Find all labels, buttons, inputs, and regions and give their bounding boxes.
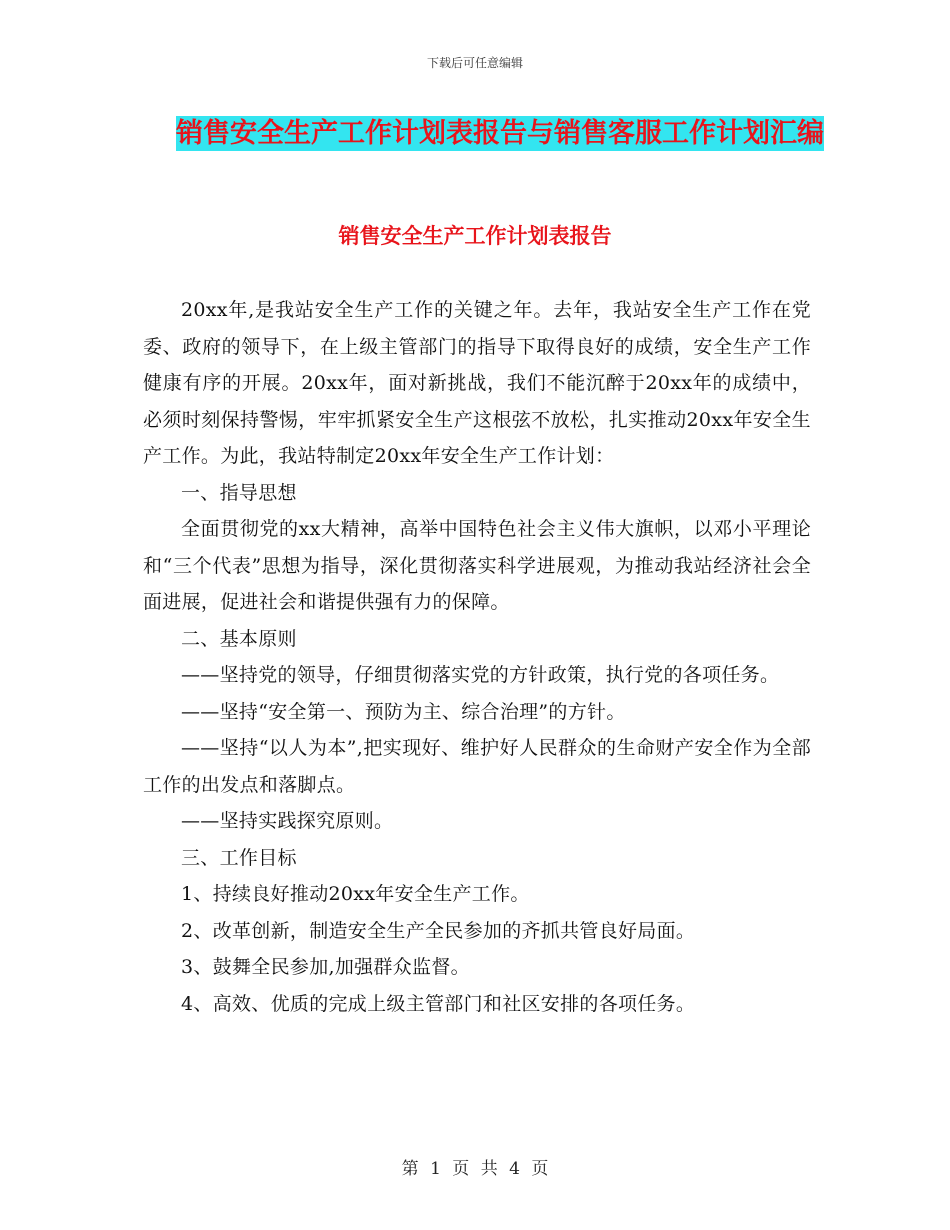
principle-item: ——坚持“安全第一、预防为主、综合治理”的方针。 (181, 700, 626, 723)
goal-item: 4、高效、优质的完成上级主管部门和社区安排的各项任务。 (181, 992, 696, 1015)
principle-item: ——坚持实践探究原则。 (181, 810, 394, 832)
heading-guiding-ideology: 一、指导思想 (181, 481, 297, 504)
heading-basic-principles: 二、基本原则 (181, 627, 297, 650)
goal-item: 2、改革创新，制造安全生产全民参加的齐抓共管良好局面。 (181, 919, 696, 942)
goal-item: 3、鼓舞全民参加,加强群众监督。 (181, 956, 470, 978)
document-title-text: 销售安全生产工作计划表报告与销售客服工作计划汇编 (176, 118, 824, 149)
principle-item: ——坚持党的领导，仔细贯彻落实党的方针政策，执行党的各项任务。 (181, 664, 780, 686)
principle-item: ——坚持“以人为本”,把实现好、维护好人民群众的生命财产安全作为全部工作的出发点和落脚点。 (143, 737, 811, 796)
page-number-footer: 第 1 页 共 4 页 (401, 1159, 549, 1179)
section-title: 销售安全生产工作计划表报告 (338, 224, 612, 248)
header-note: 下载后可任意编辑 (426, 56, 523, 70)
goal-item: 1、持续良好推动20xx年安全生产工作。 (181, 883, 530, 905)
document-body (143, 292, 811, 1022)
paragraph-intro: 20xx年,是我站安全生产工作的关键之年。去年，我站安全生产工作在党委、政府的领导下，在上级主管部门的指导下取得良好的成绩，安全生产工作健康有序的开展。20xx年，面对新挑战，我们不能沉醉于20xx年的成绩中，必须时刻保持警惕，牢牢抓紧安全生产这根弦不放松，扎实推动20xx年安全生产工作。为此，我站特制定20xx年安全生产工作计划： (143, 299, 811, 467)
document-title (140, 110, 860, 157)
heading-work-goals: 三、工作目标 (181, 846, 297, 869)
paragraph-guiding-ideology: 全面贯彻党的xx大精神，高举中国特色社会主义伟大旗帜，以邓小平理论和“三个代表”思想为指导，深化贯彻落实科学进展观，为推动我站经济社会全面进展，促进社会和谐提供强有力的保障。 (143, 518, 811, 613)
